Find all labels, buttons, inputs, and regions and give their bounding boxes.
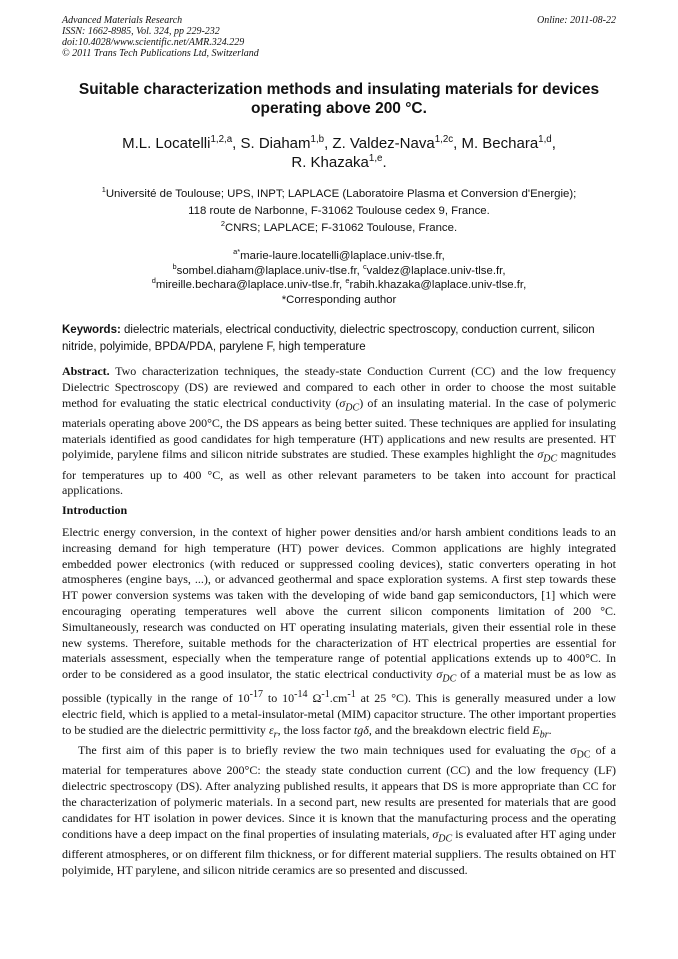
online-date: Online: 2011-08-22 <box>537 15 616 26</box>
author-name: , M. Bechara <box>453 135 539 152</box>
email-line-3 <box>40 278 638 293</box>
author-separator: , <box>551 135 556 152</box>
sigma-symbol: σ <box>436 667 443 682</box>
introduction-body <box>62 525 616 878</box>
sigma-subscript: DC <box>442 673 457 685</box>
affiliation-sup: 1 <box>101 185 106 195</box>
email-sup: a* <box>233 247 241 257</box>
email-address: valdez@laplace.univ-tlse.fr, <box>366 264 506 277</box>
paragraph-text: . <box>548 722 552 737</box>
email-line-2 <box>40 261 638 279</box>
paragraph-text: is evaluated after HT aging under different atmospheres, or on different film thickness, or for different material suppliers. The results obtained on HT polyimide, HT parylene, and silicon nitride ceramics are so presented and discussed. <box>62 826 616 877</box>
author-name: , Z. Valdez-Nava <box>324 135 435 152</box>
sigma-subscript: DC <box>543 453 558 465</box>
paragraph-text: Ω <box>307 691 322 706</box>
author-affil-sup: 1,e <box>368 153 383 164</box>
journal-header <box>62 15 616 59</box>
author-name: M.L. Locatelli <box>122 135 211 152</box>
email-address: mireille.bechara@laplace.univ-tlse.fr, <box>155 279 346 291</box>
title-line-1: Suitable characterization methods and insulating materials for devices <box>78 81 600 98</box>
affiliations <box>40 186 638 237</box>
sigma-subscript: DC <box>345 401 360 413</box>
paragraph-text: .cm <box>329 691 348 706</box>
email-line-1 <box>40 249 638 264</box>
exponent: -1 <box>321 689 330 701</box>
paragraph-text: to 10 <box>262 691 295 706</box>
affiliation-text: CNRS; LAPLACE; F-31062 Toulouse, France. <box>224 222 458 234</box>
author-line-2 <box>60 153 618 172</box>
paper-title <box>50 80 628 118</box>
exponent: -14 <box>294 689 308 701</box>
author-affil-sup: 1,2c <box>434 134 454 145</box>
paragraph-text: of a material for temperatures above 200°C: the steady state conduction current (CC) and the low frequency (LF) dielectric spectroscopy (DS). After analyzing published results, it appears that DS is more appropriate than CC for the characterization of polymeric materials. In a second part, new results are presented for materials that are good candidates for HT isolation in power devices. Since it is known that the manufacturing process and the operating conditions have a deep impact on the final properties of insulating materials, <box>62 743 616 841</box>
keywords-label: Keywords: <box>62 324 121 336</box>
paragraph-1 <box>62 525 616 743</box>
abstract-label: Abstract. <box>62 364 110 378</box>
sigma-symbol: σ <box>432 826 439 841</box>
breakdown-field-subscript: br <box>539 729 549 741</box>
introduction-heading: Introduction <box>62 503 128 517</box>
email-address: sombel.diaham@laplace.univ-tlse.fr, <box>176 264 363 277</box>
doi-line: doi:10.4028/www.scientific.net/AMR.324.229 <box>62 37 245 48</box>
email-address: rabih.khazaka@laplace.univ-tlse.fr, <box>349 279 527 291</box>
affiliation-sup: 2 <box>220 219 225 229</box>
author-name: R. Khazaka <box>291 154 369 171</box>
epsilon-subscript: r <box>273 729 278 741</box>
email-sup: d <box>151 276 156 286</box>
affiliation-2 <box>40 220 638 237</box>
corresponding-author-note: *Corresponding author <box>281 293 397 306</box>
email-sup: b <box>172 261 177 271</box>
affiliation-1-line-1 <box>40 186 638 203</box>
abstract-text: magnitudes for temperatures up to 400 °C, as well as other relevant parameters to be taken into account for practical applications. <box>62 447 616 498</box>
title-line-2: operating above 200 °C. <box>251 100 427 117</box>
affiliation-1-line-2: 118 route de Narbonne, F-31062 Toulouse cedex 9, France. <box>188 205 490 217</box>
issn-line: ISSN: 1662-8985, Vol. 324, pp 229-232 <box>62 26 220 37</box>
keywords-section <box>62 322 616 356</box>
abstract-text: ) of an insulating material. In the case of polymeric materials operating above 200°C, the DS appears as being better suited. These techniques are applied for insulating materials identified as good candidates for high temperature (HT) applications and new results are presented. HT polyimide, parylene films and silicon nitride substrates are studied. These examples highlight the <box>62 395 616 462</box>
author-emails <box>40 249 638 307</box>
sigma-subscript: DC <box>576 749 591 761</box>
abstract-text: Two characterization techniques, the steady-state Conduction Current (CC) and the low frequency Dielectric Spectroscopy (DS) are reviewed and compared to each other in order to choose the most suitable method for evaluating the static electrical conductivity ( <box>62 364 616 410</box>
paragraph-2 <box>62 743 616 878</box>
email-sup: c <box>362 261 367 271</box>
paragraph-text: at 25 °C). This is generally measured under a low electric field, which is applied to a metal-insulator-metal (MIM) capacitor structure. The other important properties to be studied are the dielectric permittivity <box>62 691 616 737</box>
author-affil-sup: 1,b <box>310 134 325 145</box>
exponent: -1 <box>347 689 356 701</box>
exponent: -17 <box>249 689 263 701</box>
author-list <box>60 134 618 172</box>
paragraph-text: Electric energy conversion, in the context of higher power densities and/or harsh ambient conditions leads to an increasing demand for high temperature (HT) power devices. Common applications are highly integrated embedded power electronics (with reduced or suppressed cooling devices), static converters operating in hot atmospheres (engine bays, ...), or advanced geothermal and space exploration systems. A first step towards these HT power conversion systems was taken with the developing of wide band gap semiconductors, [1] which were encouraging operating temperatures well above the current silicon components limitation of 200 °C. Simultaneously, research was conducted on HT operating insulating materials, given their essential role in these new systems. Therefore, suitable methods for the characterization of HT electrical properties are essential for materials assessment, especially when the temperature range of potential applications extends up to 400°C. In order to be considered as a good insulator, the static electrical conductivity <box>62 525 616 682</box>
author-affil-sup: 1,2,a <box>210 134 233 145</box>
keywords-text: dielectric materials, electrical conductivity, dielectric spectroscopy, conduction current, silicon nitride, polyimide, BPDA/PDA, parylene F, high temperature <box>62 324 595 353</box>
author-affil-sup: 1,d <box>538 134 552 145</box>
email-sup: e <box>345 276 350 286</box>
sigma-subscript: DC <box>438 832 453 844</box>
abstract-section <box>62 364 616 499</box>
author-line-1 <box>60 134 618 153</box>
epsilon-symbol: ε <box>268 722 274 737</box>
paragraph-text: of a material must be as low as possible (typically in the range of 10 <box>62 667 616 706</box>
breakdown-field-symbol: E <box>532 722 540 737</box>
sigma-symbol: σ <box>537 447 544 462</box>
copyright-line: © 2011 Trans Tech Publications Ltd, Switzerland <box>62 48 259 59</box>
paragraph-text: , the loss factor <box>277 722 354 737</box>
journal-name: Advanced Materials Research <box>62 15 183 26</box>
email-address: marie-laure.locatelli@laplace.univ-tlse.fr, <box>240 250 445 262</box>
sigma-symbol: σ <box>339 395 346 410</box>
author-separator: . <box>382 154 387 171</box>
author-name: , S. Diaham <box>232 135 311 152</box>
paragraph-text: , and the breakdown electric field <box>368 722 533 737</box>
affiliation-text: Université de Toulouse; UPS, INPT; LAPLACE (Laboratoire Plasma et Conversion d'Energie); <box>105 188 577 200</box>
loss-factor-symbol: tgδ <box>353 722 369 737</box>
paragraph-text: The first aim of this paper is to briefly review the two main techniques used for evaluating the σ <box>78 743 577 758</box>
